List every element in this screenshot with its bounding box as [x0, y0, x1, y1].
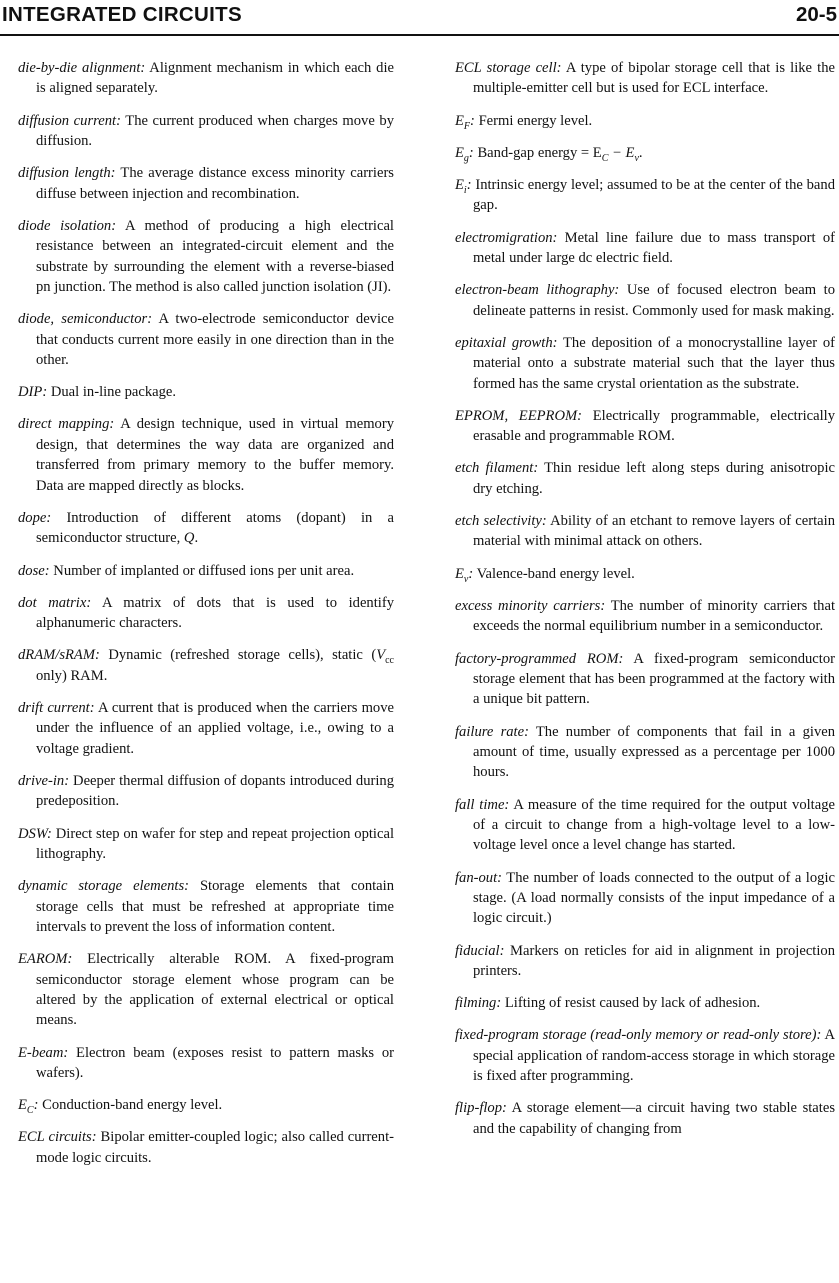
glossary-entry	[455, 868, 835, 929]
glossary-definition: Metal line failure due to mass transport of metal under large dc electric field.	[473, 229, 835, 267]
glossary-definition: Bipolar emitter-coupled logic; also called current-mode logic circuits.	[36, 1129, 394, 1166]
term-suffix: :	[466, 177, 472, 194]
term-subscript: g	[463, 152, 469, 164]
glossary-entry	[18, 824, 394, 865]
glossary-entry	[455, 406, 835, 447]
glossary-definition: A measure of the time required for the output voltage of a circuit to change from a high-voltage level to a low-voltage level once a level change has started.	[473, 796, 835, 854]
term-suffix: :	[33, 1097, 39, 1114]
glossary-entry	[455, 458, 835, 499]
glossary-entry	[455, 564, 835, 584]
running-header	[0, 0, 839, 36]
glossary-entry	[18, 382, 394, 402]
glossary-definition: A type of bipolar storage cell that is like the multiple-emitter cell but is used for ECL interface.	[473, 60, 835, 97]
term-subscript: C	[26, 1105, 34, 1117]
definition-end: only) RAM.	[36, 667, 108, 684]
glossary-definition: A current that is produced when the carriers move under the influence of an applied voltage, i.e., owing to a voltage gradient.	[36, 699, 394, 757]
glossary-definition: The number of minority carriers that exceeds the normal equilibrium number in a semiconductor.	[473, 597, 835, 635]
glossary-definition: A special application of random-access storage in which storage is fixed after programming.	[473, 1027, 835, 1085]
section-title: INTEGRATED CIRCUITS	[2, 3, 242, 26]
glossary-term: die-by-die alignment:	[18, 60, 146, 76]
glossary-term: failure rate:	[455, 723, 529, 740]
glossary-definition: A two-electrode semiconductor device that conducts current more easily in one direction than in the other.	[36, 311, 394, 369]
glossary-definition: A design technique, used in virtual memory design, that determines the way data are organized and transferred from primary memory to the buffer memory. Data are mapped directly as blocks.	[36, 416, 394, 494]
glossary-term: E	[18, 1097, 27, 1114]
glossary-entry	[18, 949, 394, 1031]
glossary-entry	[18, 414, 394, 496]
glossary-term: direct mapping:	[18, 416, 115, 433]
glossary-definition: Valence-band energy level.	[476, 565, 635, 582]
glossary-term: epitaxial growth:	[455, 334, 558, 351]
glossary-term: diode, semiconductor:	[18, 311, 153, 328]
glossary-term: excess minority carriers:	[455, 597, 606, 614]
glossary-term: dose:	[18, 562, 50, 579]
glossary-entry	[455, 795, 835, 856]
glossary-term: dRAM/sRAM:	[18, 647, 100, 664]
glossary-definition: Alignment mechanism in which each die is aligned separately.	[36, 60, 394, 97]
glossary-term: diffusion length:	[18, 165, 116, 182]
page-number: 20-5	[795, 3, 837, 26]
definition-end: .	[194, 530, 199, 547]
term-subscript: v	[463, 573, 469, 585]
glossary-entry	[18, 561, 394, 581]
glossary-term: diode isolation:	[18, 217, 117, 234]
glossary-definition: Introduction of different atoms (dopant) in a semiconductor structure,	[36, 509, 394, 547]
glossary-term: fall time:	[455, 796, 510, 813]
glossary-entry	[18, 309, 394, 370]
glossary-term: electron-beam lithography:	[455, 282, 620, 299]
glossary-entry	[455, 143, 835, 163]
glossary-entry	[455, 111, 835, 131]
glossary-entry	[455, 993, 835, 1013]
glossary-term: DIP:	[18, 384, 48, 401]
definition-symbol: V	[376, 647, 386, 664]
glossary-entry	[18, 593, 394, 634]
glossary-term: ECL storage cell:	[455, 60, 562, 76]
glossary-term: EPROM, EEPROM:	[455, 407, 583, 424]
glossary-term: etch selectivity:	[455, 513, 547, 530]
glossary-definition: A fixed-program semiconductor storage element that has been programmed at the factory with a unique bit pattern.	[473, 650, 835, 708]
glossary-definition: The deposition of a monocrystalline layer of material onto a substrate material such that the layer thus formed has the same crystal orientation as the substrate.	[473, 334, 835, 392]
glossary-column-left	[18, 58, 394, 1180]
glossary-definition: Number of implanted or diffused ions per unit area.	[53, 562, 355, 579]
term-suffix: :	[470, 112, 475, 129]
glossary-term: dot matrix:	[18, 594, 92, 611]
glossary-definition: Direct step on wafer for step and repeat projection optical lithography.	[36, 825, 394, 862]
glossary-term: E-beam:	[18, 1044, 69, 1061]
glossary-definition: The current produced when charges move by diffusion.	[36, 112, 395, 150]
glossary-definition: Dual in-line package.	[50, 384, 177, 401]
glossary-definition: A matrix of dots that is used to identify alphanumeric characters.	[36, 594, 394, 632]
glossary-entry	[18, 1095, 394, 1115]
glossary-term: EAROM:	[18, 951, 73, 968]
glossary-term: E	[455, 565, 464, 582]
glossary-column-right	[455, 58, 835, 1151]
definition-end: .	[638, 144, 643, 161]
definition-symbol: Q	[183, 530, 195, 547]
glossary-term: fan-out:	[455, 869, 503, 886]
glossary-term: dope:	[18, 509, 52, 526]
definition-subscript: C	[601, 152, 609, 164]
glossary-definition: Electron beam (exposes resist to pattern masks or wafers).	[36, 1044, 394, 1081]
glossary-entry	[18, 771, 394, 812]
glossary-definition: Dynamic (refreshed storage cells), static (	[108, 647, 377, 664]
glossary-definition: Storage elements that contain storage cells that must be refreshed at appropriate time intervals to prevent the loss of information content.	[36, 878, 395, 935]
term-subscript: i	[463, 184, 467, 196]
glossary-definition: A storage element—a circuit having two stable states and the capability of changing from	[473, 1100, 835, 1137]
glossary-term: factory-programmed ROM:	[455, 650, 624, 667]
glossary-term: electromigration:	[455, 229, 558, 246]
glossary-definition: The number of loads connected to the output of a logic stage. (A load normally consists of the input impedance of a logic circuit.)	[473, 869, 835, 927]
glossary-term: flip-flop:	[455, 1100, 507, 1117]
glossary-entry	[18, 216, 394, 298]
glossary-term: drift current:	[18, 699, 95, 716]
glossary-term: drive-in:	[18, 772, 70, 789]
glossary-definition: The average distance excess minority carriers diffuse between injection and recombination.	[36, 165, 394, 202]
glossary-term: fiducial:	[455, 942, 505, 959]
glossary-definition: Electrically programmable, electrically erasable and programmable ROM.	[473, 407, 835, 445]
glossary-entry	[455, 511, 835, 552]
glossary-entry	[18, 508, 394, 549]
glossary-entry	[18, 876, 394, 937]
glossary-entry	[18, 58, 394, 99]
glossary-term: E	[455, 112, 464, 129]
glossary-term: E	[455, 144, 464, 161]
glossary-term: diffusion current:	[18, 112, 121, 129]
glossary-definition: Use of focused electron beam to delineate patterns in resist. Commonly used for mask making.	[473, 282, 835, 319]
glossary-entry	[455, 58, 835, 99]
glossary-definition: Deeper thermal diffusion of dopants introduced during predeposition.	[36, 772, 394, 810]
glossary-definition: Intrinsic energy level; assumed to be at the center of the band gap.	[473, 177, 835, 214]
glossary-entry	[455, 228, 835, 269]
term-suffix: :	[468, 144, 474, 161]
glossary-entry	[18, 1127, 394, 1168]
glossary-definition: Thin residue left along steps during anisotropic dry etching.	[473, 460, 835, 497]
glossary-entry	[455, 722, 835, 783]
definition-symbol: − E	[608, 144, 635, 161]
glossary-term: dynamic storage elements:	[18, 878, 189, 895]
glossary-entry	[18, 698, 394, 759]
glossary-definition: A method of producing a high electrical resistance between an integrated-circuit element and the substrate by surrounding the element with a reverse-biased pn junction. The method is also called junction isolation (JI).	[36, 217, 394, 296]
glossary-entry	[455, 333, 835, 394]
glossary-entry	[455, 1098, 835, 1139]
term-subscript: F	[463, 120, 471, 132]
glossary-term: etch filament:	[455, 460, 539, 477]
glossary-term: DSW:	[18, 825, 52, 842]
glossary-definition: Conduction-band energy level.	[42, 1097, 223, 1114]
glossary-definition: Markers on reticles for aid in alignment in projection printers.	[473, 942, 835, 979]
glossary-entry	[18, 1043, 394, 1084]
glossary-entry	[18, 111, 394, 152]
glossary-term: fixed-program storage (read-only memory or read-only store):	[455, 1027, 822, 1044]
glossary-term: ECL circuits:	[18, 1129, 97, 1146]
definition-subscript: v	[634, 152, 639, 164]
glossary-entry	[455, 1025, 835, 1086]
glossary-definition: The number of components that fail in a given amount of time, usually expressed as a percentage per 1000 hours.	[473, 723, 836, 781]
glossary-entry	[18, 163, 394, 204]
glossary-definition: Ability of an etchant to remove layers of certain material with minimal attack on others.	[473, 513, 836, 550]
glossary-definition: Lifting of resist caused by lack of adhesion.	[504, 995, 761, 1012]
glossary-definition: Band-gap energy = E	[477, 144, 602, 161]
glossary-entry	[455, 649, 835, 710]
glossary-entry	[455, 280, 835, 321]
glossary-term: E	[455, 177, 464, 194]
glossary-entry	[455, 941, 835, 982]
glossary-definition: Electrically alterable ROM. A fixed-program semiconductor storage element whose program can be altered by the application of external electrical or optical means.	[36, 951, 394, 1029]
glossary-term: filming:	[455, 995, 502, 1012]
glossary-entry	[455, 175, 835, 216]
glossary-entry	[18, 645, 394, 686]
glossary-definition: Fermi energy level.	[478, 112, 593, 129]
definition-subscript: cc	[385, 655, 394, 667]
glossary-entry	[455, 596, 835, 637]
term-suffix: :	[468, 565, 474, 582]
